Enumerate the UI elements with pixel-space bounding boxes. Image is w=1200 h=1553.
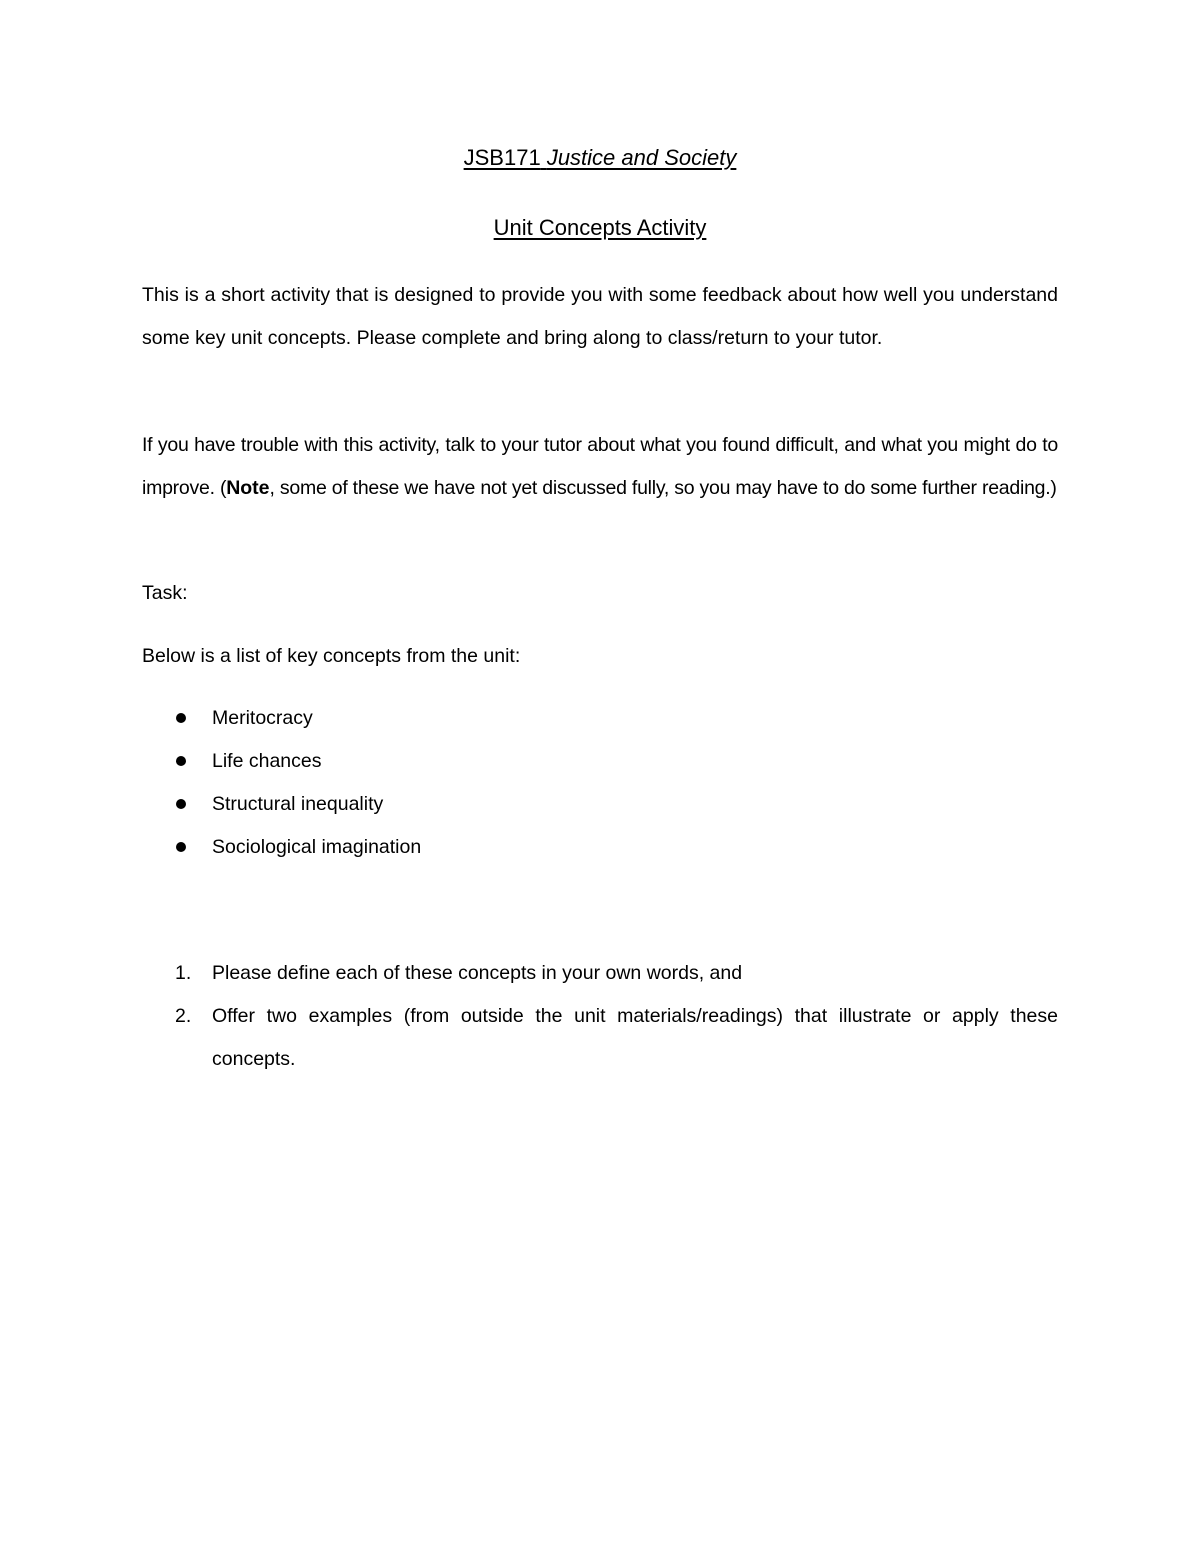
task-label: Task: xyxy=(142,582,188,604)
course-title xyxy=(0,145,1200,171)
step-text: Please define each of these concepts in your own words, and xyxy=(212,962,743,984)
step-text: Offer two examples (from outside the unit materials/readings) that illustrate or apply these concepts. xyxy=(212,1005,1058,1070)
task-step xyxy=(142,995,1058,1081)
list-item xyxy=(142,826,1058,869)
bullet-icon xyxy=(176,756,186,766)
concepts-lead: Below is a list of key concepts from the unit: xyxy=(142,645,521,667)
concept-label: Structural inequality xyxy=(212,793,384,815)
list-item xyxy=(142,697,1058,740)
intro-paragraph-2 xyxy=(142,424,1058,510)
activity-title: Unit Concepts Activity xyxy=(493,215,707,240)
task-steps xyxy=(142,952,1058,1081)
list-item xyxy=(142,740,1058,783)
bullet-icon xyxy=(176,799,186,809)
bullet-icon xyxy=(176,713,186,723)
concept-label: Sociological imagination xyxy=(212,836,422,858)
course-code: JSB171 xyxy=(463,145,541,170)
bullet-icon xyxy=(176,842,186,852)
step-number: 2. xyxy=(175,1005,192,1027)
list-item xyxy=(142,783,1058,826)
concept-list xyxy=(142,697,1058,869)
concept-label: Meritocracy xyxy=(212,707,313,729)
paragraph-2-start: If you have trouble with this activity, talk to your tutor about what you found difficult, and what you might do to improve. ( xyxy=(142,434,1058,499)
note-label: Note xyxy=(226,477,270,499)
paragraph-2-end: , some of these we have not yet discussed fully, so you may have to do some further reading.) xyxy=(269,477,1057,499)
course-name: Justice and Society xyxy=(546,145,737,170)
task-step xyxy=(142,952,1058,995)
step-number: 1. xyxy=(175,962,192,984)
concept-label: Life chances xyxy=(212,750,322,772)
intro-paragraph-1: This is a short activity that is designed to provide you with some feedback about how well you understand some key unit concepts. Please complete and bring along to class/return to your tutor. xyxy=(142,284,1058,349)
